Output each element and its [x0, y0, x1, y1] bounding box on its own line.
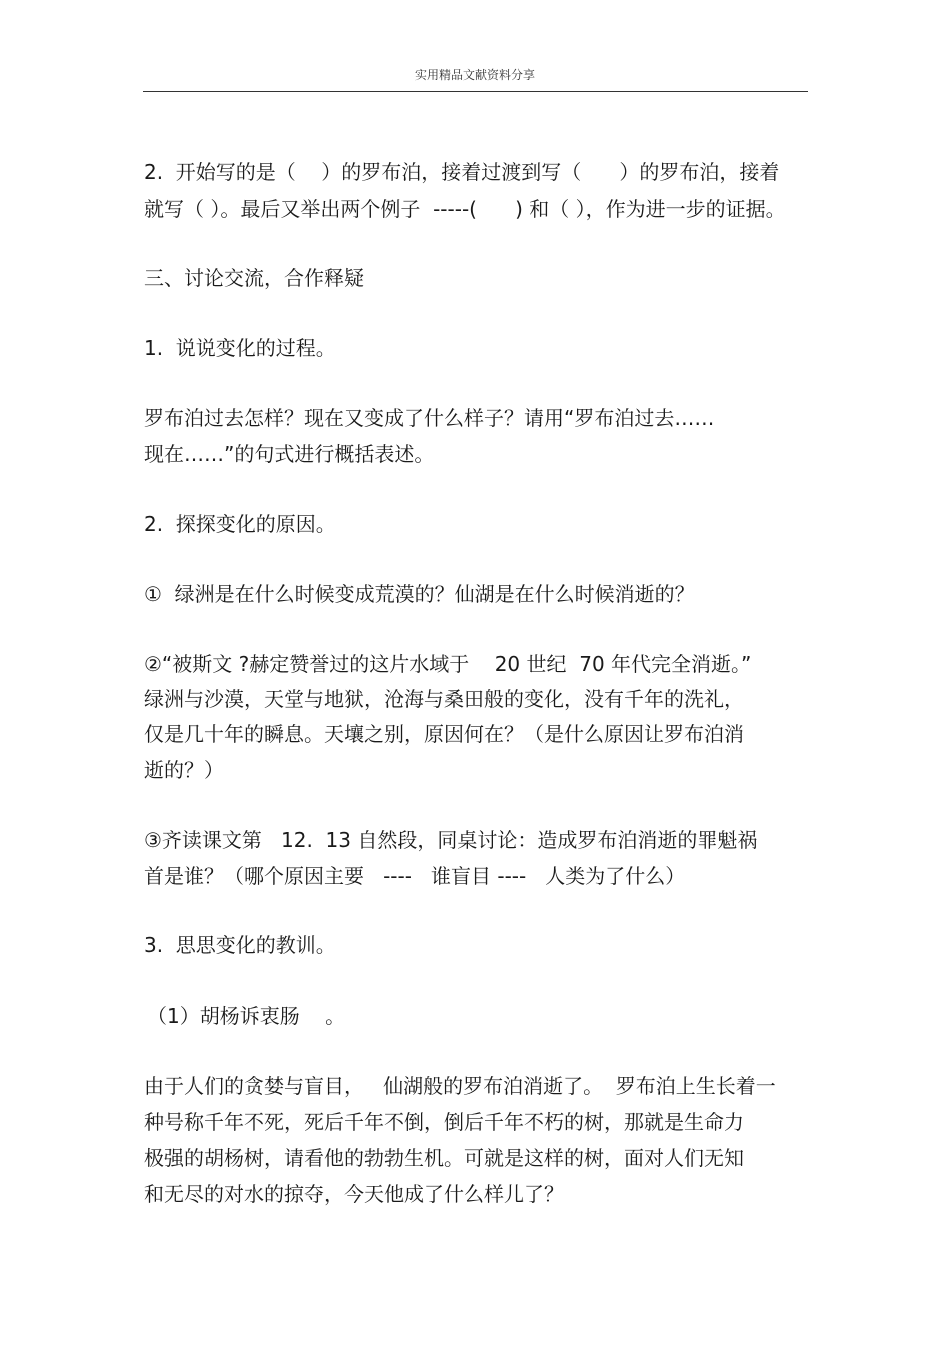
page-header: 实用精品文献资料分享	[414, 68, 535, 82]
text-line: 2. 开始写的是（ ）的罗布泊，接着过渡到写（ ）的罗布泊，接着	[144, 160, 780, 184]
text-line: ③齐读课文第 12. 13 自然段，同桌讨论：造成罗布泊消逝的罪魁祸	[144, 828, 758, 852]
text-line: 现在……”的句式进行概括表述。	[144, 442, 435, 466]
text-line: 3. 思思变化的教训。	[144, 933, 336, 957]
text-line: 和无尽的对水的掠夺，今天他成了什么样儿了？	[144, 1182, 564, 1206]
text-line: ① 绿洲是在什么时候变成荒漠的？仙湖是在什么时候消逝的？	[144, 582, 695, 606]
text-line: ②“被斯文 ?赫定赞誉过的这片水域于 20 世纪 70 年代完全消逝。”	[144, 652, 752, 676]
text-line: 绿洲与沙漠，天堂与地狱，沧海与桑田般的变化，没有千年的洗礼，	[144, 687, 744, 711]
text-line: 极强的胡杨树，请看他的勃勃生机。可就是这样的树，面对人们无知	[144, 1146, 744, 1170]
text-line: 罗布泊过去怎样？现在又变成了什么样子？请用“罗布泊过去……	[144, 406, 715, 430]
text-line: 逝的？）	[144, 758, 224, 782]
text-line: 2. 探探变化的原因。	[144, 512, 336, 536]
text-line: 1. 说说变化的过程。	[144, 336, 336, 360]
section-heading: 三、讨论交流，合作释疑	[144, 266, 364, 290]
text-line: 就写（ ）。最后又举出两个例子 -----( ) 和（ ），作为进一步的证据。	[144, 197, 786, 221]
text-line: 仅是几十年的瞬息。天壤之别，原因何在？（是什么原因让罗布泊消	[144, 722, 744, 746]
text-line: 种号称千年不死，死后千年不倒，倒后千年不朽的树，那就是生命力	[144, 1110, 744, 1134]
text-line: 由于人们的贪婪与盲目， 仙湖般的罗布泊消逝了。 罗布泊上生长着一	[144, 1074, 776, 1098]
header-divider	[143, 91, 808, 92]
text-line: 首是谁？（哪个原因主要 ---- 谁盲目 ---- 人类为了什么）	[144, 864, 686, 888]
text-line: （1）胡杨诉衷肠 。	[147, 1004, 346, 1028]
